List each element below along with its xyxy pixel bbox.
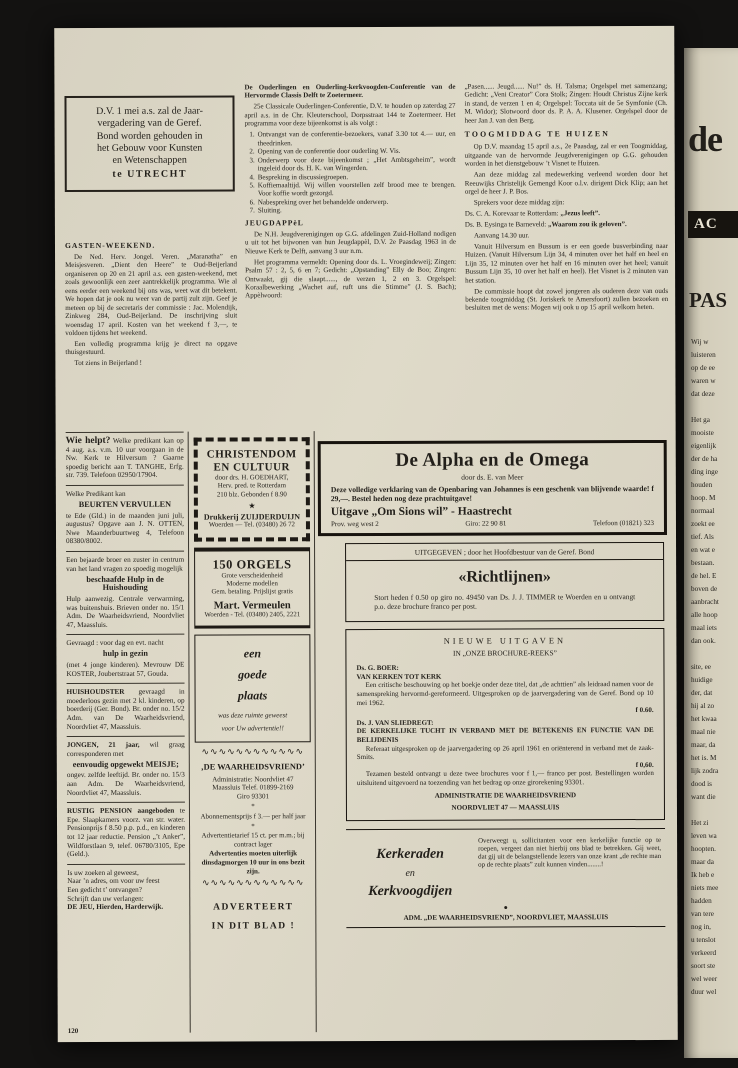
text-line: luisteren bbox=[691, 351, 716, 359]
kerkeraden-footer: ADM. „DE WAARHEIDSVRIEND”, NOORDVLIET, MAASSLUIS bbox=[403, 912, 609, 922]
colofon-line: Giro 93301 bbox=[236, 792, 269, 801]
classified-ad-pension bbox=[67, 802, 185, 859]
kerkeraden-body: Overweegt u, sollicitanten voor een kerkelijke functie op te roepen, vergeet dan niet hierbij ons blad te betrekken. Gij weet, dat gij uit de belangstellende lezers van onze krant „de rechte man op de rechte plaats” zult kunnen vinden........! bbox=[478, 836, 662, 869]
text-line: de hel. E bbox=[691, 572, 717, 580]
ad-body: gevraagd in moederloos gezin met 2 kl. kinderen, op boerderij (Ger. Bond). Br. onder no. 15/2 Adm. van De Waarheidsvriend, Noordvliet 47, Maassluis. bbox=[66, 687, 185, 731]
agenda-number: 2. bbox=[249, 147, 255, 156]
ad-body: ongev. zelfde leeftijd. Br. onder no. 15/3 aan Adm. De Waarheidsvriend, Noordvliet 47, Maassluis. bbox=[66, 771, 185, 797]
ad-small-text: was deze ruimte geweest bbox=[218, 711, 288, 720]
text-line: duur wel bbox=[691, 988, 717, 996]
magazine-page bbox=[54, 26, 678, 1042]
seller-address: Woerden - Tel. (03480) 2405, 2221 bbox=[204, 610, 301, 619]
paragraph: Sprekers voor deze middag zijn: bbox=[473, 198, 565, 207]
brochure-title: DE KERKELIJKE TUCHT IN VERBAND MET DE BETEKENIS EN FUNCTIE VAN DE BELIJDENIS bbox=[356, 726, 654, 744]
text-line: eigenlijk bbox=[691, 442, 717, 450]
colofon-title: ‚DE WAARHEIDSVRIEND’ bbox=[200, 762, 305, 772]
publisher-line: Uitgave „Om Sions wil” - Haastrecht bbox=[330, 505, 512, 519]
agenda-number: 7. bbox=[249, 206, 255, 215]
agenda-text: Nabespreking over het behandelde onderwerp. bbox=[257, 197, 389, 207]
ad-pre: Een bejaarde broer en zuster in centrum van het land vragen zo spoedig mogelijk bbox=[66, 555, 185, 573]
text-line: mooiste bbox=[691, 429, 714, 437]
text-line: Bond worden gehouden in bbox=[96, 130, 203, 142]
kerkeraden-row bbox=[350, 837, 661, 901]
text-line: verkeerd bbox=[691, 949, 717, 957]
squiggle-ornament: ∿∿∿∿∿∿∿∿∿∿∿∿ bbox=[201, 878, 305, 889]
ad-pre: Gevraagd : voor dag en evt. nacht bbox=[66, 638, 164, 648]
brochure-price: f 0.60. bbox=[635, 706, 654, 715]
poem-lines bbox=[67, 868, 185, 903]
text-line: vergadering van de Geref. bbox=[97, 117, 202, 130]
text-line: der de ha bbox=[691, 455, 718, 463]
text-line: Het ga bbox=[691, 416, 710, 424]
paragraph: Aanvang 14.30 uur. bbox=[473, 231, 530, 240]
right-column-inner bbox=[345, 542, 665, 928]
text-line: hadden bbox=[691, 897, 712, 905]
star-separator: * bbox=[251, 821, 255, 830]
next-page-masthead-fragment: de bbox=[688, 119, 722, 159]
agenda-item bbox=[245, 155, 456, 173]
text-line: waren w bbox=[691, 377, 716, 385]
squiggle-ornament: ∿∿∿∿∿∿∿∿∿∿∿∿ bbox=[201, 747, 305, 758]
text-line: normaal bbox=[691, 507, 715, 515]
agenda-number: 6. bbox=[249, 198, 255, 207]
text-line: dat deze bbox=[691, 390, 715, 398]
kerkeraden-ad bbox=[346, 828, 665, 928]
text-line: leven wa bbox=[691, 832, 717, 840]
text-line: te UTRECHT bbox=[112, 169, 188, 181]
classifieds-middle-column bbox=[194, 431, 312, 932]
book-author: door ds. E. van Meer bbox=[461, 472, 524, 482]
text-line: Ik heb e bbox=[691, 871, 715, 879]
text-line: u tenslot bbox=[691, 936, 716, 944]
goede-plaats-ad bbox=[194, 634, 310, 742]
paragraph: Vanuit Hilversum en Bussum is er een goede busverbinding naar Huizen. (Vanuit Hilversum Lijn 34, 4 minuten over het half en heel en Lijn 35, 12 minuten over het half en 16 minuten over het heel; vanuit Bussum Lijn 35, 10 over het half en heel). Het Visnet is 2 minuten van het station. bbox=[465, 241, 669, 285]
ad-line: Gem. betaling. Prijslijst gratis bbox=[211, 588, 293, 596]
brochure-title: «Richtlijnen» bbox=[458, 568, 551, 586]
text-line bbox=[691, 648, 738, 661]
book-title: De Alpha en de Omega bbox=[395, 449, 590, 471]
ad-line: Grote verscheidenheid bbox=[221, 571, 283, 580]
order-note: Tezamen besteld ontvangt u deze twee brochures voor f 1,— franco per post. Bestellingen worden uitsluitend uitgevoerd na toezending van het bedrag op onze girorekening 93301. bbox=[356, 769, 654, 787]
colofon-line: Maassluis Telef. 01899-2169 bbox=[212, 783, 294, 792]
brochure-title: VAN KERKEN TOT KERK bbox=[356, 672, 442, 681]
jeugdappel-paragraph: Het programma vermeldt: Opening door ds. L. Vroegindeweij; Zingen: Psalm 57 : 2, 5, 6 en 7; Gedicht: „Opstanding” Elly de Boo; Zingen: Ontwaakt, gij die slaapt......, de verzen 1, 2 en 3. Orgelspel: Koraalbewerking „Wachet auf, ruft uns die Stimme” (J. S. Bach); Appèlwoord: bbox=[245, 257, 457, 300]
text-line: op de ee bbox=[691, 364, 715, 372]
ad-title: beschaafde Hulp in de Huishouding bbox=[86, 574, 164, 593]
ad-text bbox=[67, 688, 185, 731]
ad-body: (met 4 jonge kinderen). Mevrouw DE KOSTER, Joubertstraat 57, Gouda. bbox=[66, 660, 185, 678]
ad-body: Hulp aanwezig. Centrale verwarming, was buitenshuis. Brieven onder no. 15/1 Adm. De Waarheidsvriend, Noordvliet 47, Maassluis. bbox=[66, 594, 185, 629]
jeugdappel-heading: JEUGDAPPèL bbox=[244, 218, 304, 228]
classified-ad-beurten bbox=[66, 485, 184, 546]
book-author: door drs. H. GOEDHART, bbox=[215, 474, 289, 482]
slogan-line: IN DIT BLAD ! bbox=[211, 921, 296, 932]
text-line: Is uw zoeken al geweest, bbox=[67, 868, 139, 877]
toogmiddag-heading: TOOGMIDDAG TE HUIZEN bbox=[464, 129, 611, 139]
publisher-footer bbox=[331, 519, 654, 528]
ad-text bbox=[67, 807, 185, 859]
text-line: ding inge bbox=[691, 468, 718, 476]
agenda-text: Sluiting. bbox=[257, 206, 282, 215]
ad-lead: JONGEN, 21 jaar, bbox=[66, 740, 140, 750]
publisher-header: UITGEGEVEN ; door het Hoofdbestuur van de Geref. Bond bbox=[346, 543, 663, 561]
text-line: want die bbox=[691, 793, 716, 801]
colofon-line: Abonnementsprijs f 3.— per half jaar bbox=[200, 812, 306, 821]
text-line: hoop. M bbox=[691, 494, 716, 502]
text-line: Naar ’n adres, om voor uw feest bbox=[67, 877, 160, 886]
speech-title: „Jezus leeft”. bbox=[560, 209, 601, 218]
speech-title: „Waarom zou ik geloven”. bbox=[547, 219, 627, 229]
paragraph: De commissie hoopt dat zowel jongeren als ouderen deze van ouds bekende toogmiddag (St. Joriskerk te Amersfoort) zullen bezoeken en besluiten met de wens: Mogen wij ook u op 15 april welkom heten. bbox=[465, 286, 669, 313]
text-line: lijk zodra bbox=[691, 767, 719, 775]
text-line: van tere bbox=[691, 910, 714, 918]
classified-ad-hulp-gezin bbox=[66, 634, 184, 678]
ad-lead: Wie helpt? bbox=[65, 435, 111, 447]
column-divider bbox=[188, 432, 191, 1033]
ad-body: te Epe. Slaapkamers voorz. van str. water. Pensionprijs f 8.50 p.p. p.d., en kinderen tot 12 jaar reductie. Pension „’t Anker”, Wildforstlaan 9, telef. 06780/3105, Epe (Geld.). bbox=[66, 806, 186, 859]
classifieds-right-column bbox=[318, 430, 669, 928]
agenda-text: Onderwerp voor deze bijeenkomst ; „Het Ambtsgeheim”, wordt ingeleid door ds. H. K. van Wingerden. bbox=[257, 155, 456, 173]
text-line: het Gebouw voor Kunsten bbox=[96, 142, 203, 154]
text-line: het is. M bbox=[691, 754, 717, 762]
toogmiddag-column bbox=[464, 82, 668, 315]
publisher-address: Prov. weg west 2 bbox=[330, 519, 379, 529]
ad-word: een bbox=[243, 646, 262, 661]
slogan-line: ADVERTEERT bbox=[213, 902, 294, 913]
ad-title: eenvoudig opgewekt MEISJE; bbox=[72, 759, 179, 769]
speaker-line bbox=[465, 209, 668, 218]
adverteert-slogan bbox=[195, 903, 311, 932]
poem-signature: DE JEU, Hierden, Harderwijk. bbox=[67, 902, 164, 912]
text-line: nog in, bbox=[691, 923, 711, 931]
agenda-number: 4. bbox=[249, 172, 255, 181]
title-word: Kerkeraden bbox=[376, 846, 444, 862]
section-title: NIEUWE UITGAVEN bbox=[443, 636, 567, 646]
gasten-weekend-article bbox=[65, 237, 237, 370]
classified-ad-gedicht bbox=[67, 863, 185, 911]
speaker-name: Ds. C. A. Korevaar te Rotterdam: bbox=[464, 209, 559, 218]
article-paragraph: De Ned. Herv. Jongel. Veren. „Maranatha” en Meisjesveren. „Dient den Heere” te Oud-Beijerland organiseren op 20 en 21 april a.s. een gasten-weekend, met zoals gewoonlijk een zeer aantrekkelijk programma. Wie al eens eerder een weekend bij ons was, weet wat dit betekent. We hopen dat je ook nu weer van de partij zult zijn. Geef je meteen op bij de secretaris der commissie : Jac. Molendijk, Zinkweg 284, Oud-Beijerland. De inschrijving sluit woensdag 17 april. Kosten van het weekend f 3,—, te voldoen tijdens het weekend. bbox=[65, 252, 238, 338]
text-line: Een gedicht t’ ontvangen? bbox=[67, 885, 142, 894]
next-page-edge bbox=[684, 48, 738, 1058]
ad-body: Welke predikant kan op 4 aug. a.s. v.m. 10 uur voorgaan in de Nw. Kerk te Hilversum ? Gaarne spoedig bericht aan T. TANGHE, Erfg. str. 739. Telefoon 02950/17904. bbox=[65, 436, 184, 480]
text-line: D.V. 1 mei a.s. zal de Jaar- bbox=[96, 105, 203, 117]
brochure-description: Referaat uitgesproken op de jaarvergadering op 26 april 1961 en oriënterend in verband met de zaak-Smits. bbox=[356, 743, 654, 762]
text-line: maal nie bbox=[691, 728, 716, 736]
dot-ornament: ● bbox=[503, 903, 508, 912]
article-heading: GASTEN-WEEKEND. bbox=[64, 240, 156, 251]
ad-title: BEURTEN VERVULLEN bbox=[78, 499, 172, 510]
article-paragraph: Tot ziens in Beijerland ! bbox=[74, 359, 142, 368]
classifieds-left-column bbox=[66, 432, 186, 917]
star-separator: * bbox=[251, 802, 255, 811]
colofon-line: Administratie: Noordvliet 47 bbox=[212, 774, 294, 784]
paragraph: Aan deze middag zal medewerking verleend worden door het Reeuwijks Christelijk Gemengd Koor o.l.v. dirigent Dick Klip; aan het orgel de heer J. P. Bos. bbox=[464, 170, 668, 196]
alpha-omega-ad bbox=[318, 440, 667, 536]
agenda-item bbox=[245, 130, 456, 148]
text-line: houden bbox=[691, 481, 713, 489]
richtlijnen-ad bbox=[345, 542, 664, 622]
text-line: zoekt ee bbox=[691, 520, 715, 528]
ad-pre: wil graag corresponderen met bbox=[66, 740, 185, 758]
text-line: niets mee bbox=[691, 884, 719, 892]
text-line: hij al zo bbox=[691, 702, 715, 710]
text-line: maar da bbox=[691, 858, 714, 866]
agenda-number: 5. bbox=[249, 181, 255, 190]
text-line bbox=[691, 401, 738, 414]
book-title: EN CULTUUR bbox=[213, 461, 290, 474]
agenda-text: Koffiemaaltijd. Wij willen voorstellen zelf brood mee te brengen. Voor koffie wordt gezorgd. bbox=[257, 180, 456, 198]
agenda-item bbox=[245, 206, 456, 215]
author-name: Ds. J. VAN SLIEDREGT: bbox=[356, 718, 434, 727]
speaker-line bbox=[465, 220, 668, 229]
christendom-cultuur-ad bbox=[194, 437, 310, 541]
agenda-text: Opening van de conferentie door ouderling W. Vis. bbox=[257, 147, 401, 156]
text-line: en Wetenschappen bbox=[112, 154, 187, 167]
classified-ad-jongen bbox=[67, 736, 185, 797]
ad-body: Deze volledige verklaring van de Openbaring van Johannes is een geschenk van blijvende waarde! f 29,—. Bestel heden nog deze prachtuitgave! bbox=[330, 483, 654, 504]
brochure-description: Een critische beschouwing op het boekje onder deze titel, dat „de achttien” als leidraad namen voor de samenspreking hervormd-gereformeerd. Uitgesproken op de jaarvergadering van de Geref. Bond op 10 mei 1962. bbox=[356, 680, 654, 707]
text-line: site, ee bbox=[691, 663, 711, 671]
text-line: bestaan. bbox=[691, 559, 715, 567]
ad-line: Moderne modellen bbox=[226, 580, 278, 588]
book-author: Herv. pred. te Rotterdam bbox=[217, 482, 286, 490]
text-line: en wat e bbox=[691, 546, 715, 554]
agenda-text: Ontvangst van de conferentie-bezoekers, vanaf 3.30 tot 4.— uur, en theedrinken. bbox=[257, 129, 456, 148]
text-line: Wij w bbox=[691, 338, 709, 346]
jeugdappel-paragraph: De N.H. Jeugdverenigingen op G.G. afdelingen Zuid-Holland nodigen u uit tot het bijwonen van hun Jeugdappèl, D.V. 2e Paasdag 1963 in de Nieuwe Kerk te Delft, aanvang 3 uur n.m. bbox=[244, 229, 456, 256]
conference-intro-bold: De Ouderlingen en Ouderling-kerkvoogden-Conferentie van de Hervormde Classis Delft te Zoetermeer. bbox=[244, 82, 456, 100]
colofon-deadline: Advertenties moeten uiterlijk dinsdagmorgen 10 uur in ons bezit zijn. bbox=[201, 849, 305, 875]
text-line: alle hoop bbox=[691, 611, 718, 619]
agenda-text: Bespreking in discussiegroepen. bbox=[257, 172, 349, 181]
publisher-giro: Giro: 22 90 81 bbox=[465, 519, 507, 528]
ad-body: te Ede (Gld.) in de maanden juni juli, augustus? Opgave aan J. N. OTTEN, Nwe Maanderbuurtweg 4, Telefoon 08380/8002. bbox=[65, 511, 185, 546]
publisher-phone: Telefoon (01821) 323 bbox=[592, 518, 654, 528]
book-title: CHRISTENDOM bbox=[206, 448, 297, 461]
ad-lead: RUSTIG PENSION aangeboden bbox=[66, 806, 175, 816]
text-line: huidige bbox=[691, 676, 713, 684]
nieuwe-uitgaven-ad bbox=[345, 628, 665, 821]
speaker-name: Ds. B. Eysinga te Barneveld: bbox=[464, 220, 547, 229]
waarheidsvriend-colofon bbox=[195, 763, 311, 876]
seller-name: Mart. Vermeulen bbox=[213, 599, 291, 612]
ad-text bbox=[67, 741, 185, 759]
ad-lead: HUISHOUDSTER bbox=[66, 688, 125, 697]
ad-word: goede bbox=[238, 667, 267, 682]
text-line: maar, da bbox=[691, 741, 716, 749]
text-line: aanbracht bbox=[691, 598, 719, 606]
classified-ad-hulp-huishouding bbox=[66, 551, 184, 630]
printer-address: Woerden — Tel. (03480) 26 72 bbox=[208, 521, 296, 529]
next-page-reversed-heading-fragment: AC bbox=[688, 211, 738, 238]
text-line: het kwaa bbox=[691, 715, 717, 723]
admin-line: NOORDVLIET 47 — MAASSLUIS bbox=[451, 803, 560, 812]
classified-ad-wie-helpt bbox=[66, 432, 184, 480]
text-line: dan ook. bbox=[691, 637, 716, 645]
text-line: boven de bbox=[691, 585, 718, 593]
annual-meeting-notice-box bbox=[64, 95, 234, 191]
ad-title: 150 ORGELS bbox=[212, 556, 292, 572]
title-word: Kerkvoogdijen bbox=[368, 883, 453, 899]
ad-small-text: voor Uw advertentie!! bbox=[221, 724, 284, 733]
text-line: tief. Als bbox=[691, 533, 714, 541]
printer-name: Drukkerij ZUIJDERDUIJN bbox=[203, 512, 301, 522]
ad-title: hulp in gezin bbox=[102, 649, 148, 659]
book-price: 210 blz. Gebonden f 8.90 bbox=[216, 491, 287, 499]
ad-pre: Welke Predikant kan bbox=[65, 489, 126, 499]
column-divider bbox=[314, 431, 317, 1032]
brochure-price: f 0,60. bbox=[635, 760, 654, 769]
text-line bbox=[691, 804, 738, 817]
text-line: dood is bbox=[691, 780, 712, 788]
text-line: hoopten. bbox=[691, 845, 716, 853]
text-line: Schrijft dan uw verlangen: bbox=[67, 894, 144, 903]
kerkeraden-title-block bbox=[350, 837, 470, 900]
ad-word: plaats bbox=[237, 688, 268, 703]
star-ornament: ★ bbox=[248, 501, 256, 511]
classified-ad-huishoudster bbox=[67, 683, 185, 731]
ad-text bbox=[66, 437, 184, 480]
orgels-ad bbox=[194, 547, 310, 629]
next-page-heading-fragment: PAS bbox=[689, 288, 728, 312]
title-word: en bbox=[405, 867, 415, 879]
conference-column bbox=[244, 83, 456, 303]
article-paragraph: Een volledig programma krijg je direct na opgave thuisgestuurd. bbox=[65, 339, 238, 357]
text-line: Het zi bbox=[691, 819, 709, 827]
order-instructions: Stort heden f 0.50 op giro no. 49450 van Ds. J. J. TIMMER te Woerden en u ontvangt p.o. deze brochure franco per post. bbox=[374, 592, 636, 611]
section-subtitle: IN „ONZE BROCHURE-REEKS” bbox=[452, 647, 557, 658]
conference-intro: 25e Classicale Ouderlingen-Conferentie, D.V. te houden op zaterdag 27 april a.s. in de Chr. Kleuterschool, Dorpsstraat 144 te Zoetermeer. Het programma voor deze bijeenkomst is als volgt : bbox=[244, 102, 456, 128]
admin-line: ADMINISTRATIE DE WAARHEIDSVRIEND bbox=[434, 790, 577, 800]
agenda-item bbox=[245, 181, 456, 199]
text-line: der, dat bbox=[691, 689, 713, 697]
paragraph: Op D.V. maandag 15 april a.s., 2e Paasdag, zal er een Toogmiddag, uitgaande van de hervormde Jeugdverenigingen op G.G. gehouden worden in het dienstgebouw ’t Visnet te Huizen. bbox=[464, 142, 668, 168]
next-page-text-fragment bbox=[691, 336, 738, 999]
agenda-number: 1. bbox=[249, 130, 255, 139]
text-line: maal iets bbox=[691, 624, 717, 632]
pasen-program-text: „Pasen...... Jeugd...... Nu!” ds. H. Talsma; Orgelspel met samenzang; Gedicht: „Veni Creator” Cora Stolk; Zingen: Houdt Christus Zijne kerk in stand, de verzen 1 en 4; Orgelspel: Toccata uit de 5e Symfonie (Ch. M. Widor); Slotwoord door ds. P. A. A. Klusener. Orgelspel door de heer Jan J. van den Berg. bbox=[464, 81, 668, 125]
agenda-number: 3. bbox=[249, 156, 255, 165]
colofon-line: Advertentietarief 15 ct. per m.m.; bij contract lager bbox=[201, 831, 305, 849]
text-line: soort ste bbox=[691, 962, 716, 970]
author-name: Ds. G. BOER: bbox=[356, 664, 399, 673]
page-number: 120 bbox=[67, 1027, 79, 1036]
text-line: wel weer bbox=[691, 975, 718, 983]
